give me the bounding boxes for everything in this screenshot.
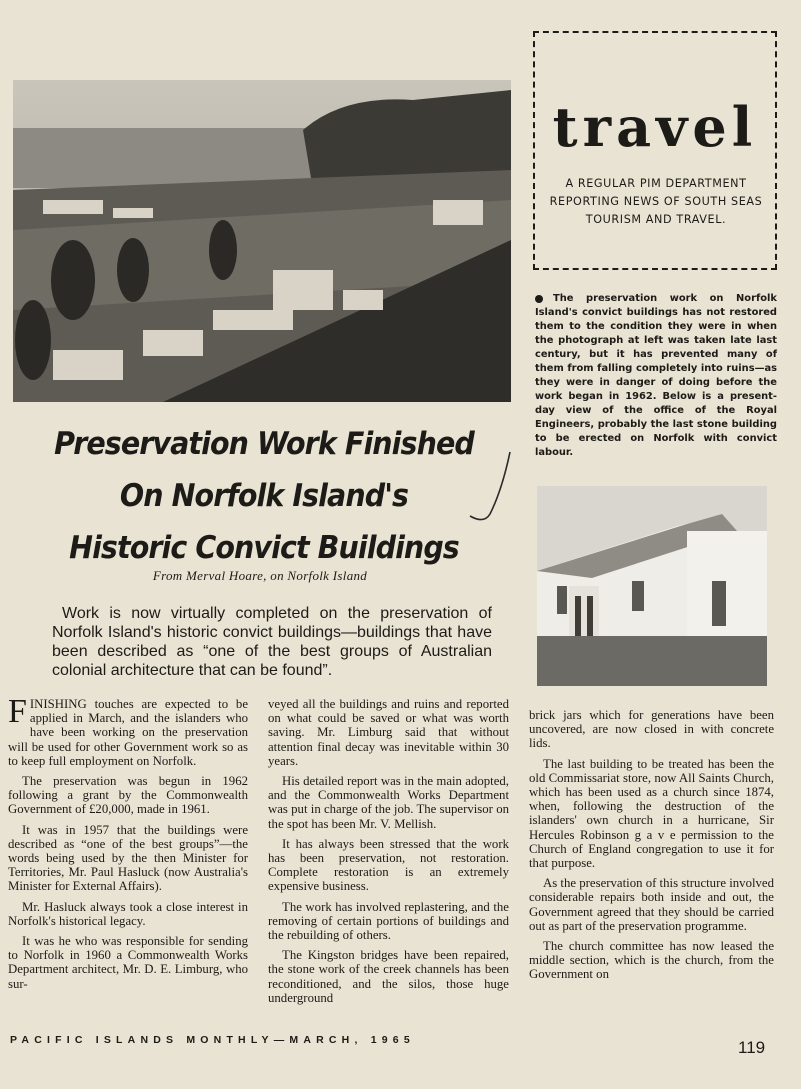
article-column-2 — [268, 697, 509, 1011]
historic-photograph — [13, 80, 511, 402]
paragraph: The preservation was begun in 1962 following a grant by the Commonwealth Government of £20,000, made in 1961. — [8, 774, 248, 817]
article-intro: Work is now virtually completed on the preservation of Norfolk Island's historic convict buildings—buildings that have been described as “one of the best groups of Australian colonial architecture that can be found”. — [52, 605, 492, 679]
headline-line-2: On Norfolk Island's — [119, 478, 409, 514]
travel-description: A REGULAR PIM DEPARTMENT REPORTING NEWS OF SOUTH SEAS TOURISM AND TRAVEL. — [549, 177, 763, 226]
page-footer: PACIFIC ISLANDS MONTHLY—MARCH, 1965 — [10, 1034, 415, 1046]
paragraph: His detailed report was in the main adopted, and the Commonwealth Works Department was put in charge of the job. The supervisor on the spot has been Mr. V. Mellish. — [268, 774, 509, 831]
paragraph: The Kingston bridges have been repaired, the stone work of the creek channels has been reconditioned, and the silos, those huge underground — [268, 948, 509, 1005]
paragraph: FINISHING touches are expected to be applied in March, and the islanders who have been working on the preservation will be used for other Government work so as to keep full employment on Norfolk. — [8, 693, 248, 768]
paragraph: Mr. Hasluck always took a close interest in Norfolk's historical legacy. — [8, 899, 248, 928]
caption-text: The preservation work on Norfolk Island's convict buildings has not restored them to the condition they were in when the photograph at left was taken late last century, but it has prevented many of them from falling completely into ruins—as they were in danger of doing before the work began in 1962. Below is a present-day view of the office of the Royal Engineers, probably the last stone building to be erected on Norfolk with convict labour. — [535, 293, 777, 458]
paragraph: As the preservation of this structure involved considerable repairs both inside and out, the Government agreed that they should be carried out as part of the preservation programme. — [529, 876, 774, 933]
byline: From Merval Hoare, on Norfolk Island — [152, 568, 368, 583]
page-number: 119 — [738, 1038, 766, 1057]
travel-heading: travel — [552, 95, 758, 159]
paragraph: It has always been stressed that the work has been preservation, not restoration. Complete restoration is an extremely expensive business. — [268, 836, 509, 894]
paragraph: veyed all the buildings and ruins and reported on what could be saved or what was worth saving. Mr. Limburg said that without attention final decay was inevitable within 30 years. — [268, 697, 509, 768]
paragraph: The church committee has now leased the middle section, which is the church, from the Government on — [529, 939, 774, 982]
drop-cap: F — [8, 693, 27, 730]
pencil-tick-mark — [466, 450, 516, 530]
paragraph: brick jars which for generations have been uncovered, are now closed in with concrete lids. — [529, 708, 774, 751]
paragraph: It was in 1957 that the buildings were described as “one of the best groups”—the words being used by the then Minister for Territories, Mr. Paul Hasluck (now Australia's Minister for External Affairs). — [8, 822, 248, 894]
paragraph: The last building to be treated has been the old Commissariat store, now All Saints Church, which has been used as a church since 1874, when, following the destruction of the islanders' own church in a hurricane, Sir Hercules Robinson g a v e permission to the Church of England congregation to use it for that purpose. — [529, 756, 774, 871]
headline-line-3: Historic Convict Buildings — [69, 530, 459, 566]
paragraph: The work has involved replastering, and the removing of certain portions of buildings and the rebuilding of others. — [268, 899, 509, 943]
travel-department-box — [533, 31, 777, 270]
article-headline — [40, 418, 489, 574]
paragraph: It was he who was responsible for sending to Norfolk in 1960 a Commonwealth Works Department architect, Mr. D. E. Limburg, who sur- — [8, 934, 248, 991]
photo-caption — [535, 292, 777, 460]
royal-engineers-office-photograph — [537, 486, 767, 686]
headline-line-1: Preservation Work Finished — [54, 426, 474, 462]
article-column-1 — [8, 693, 248, 997]
article-column-3 — [529, 708, 774, 988]
